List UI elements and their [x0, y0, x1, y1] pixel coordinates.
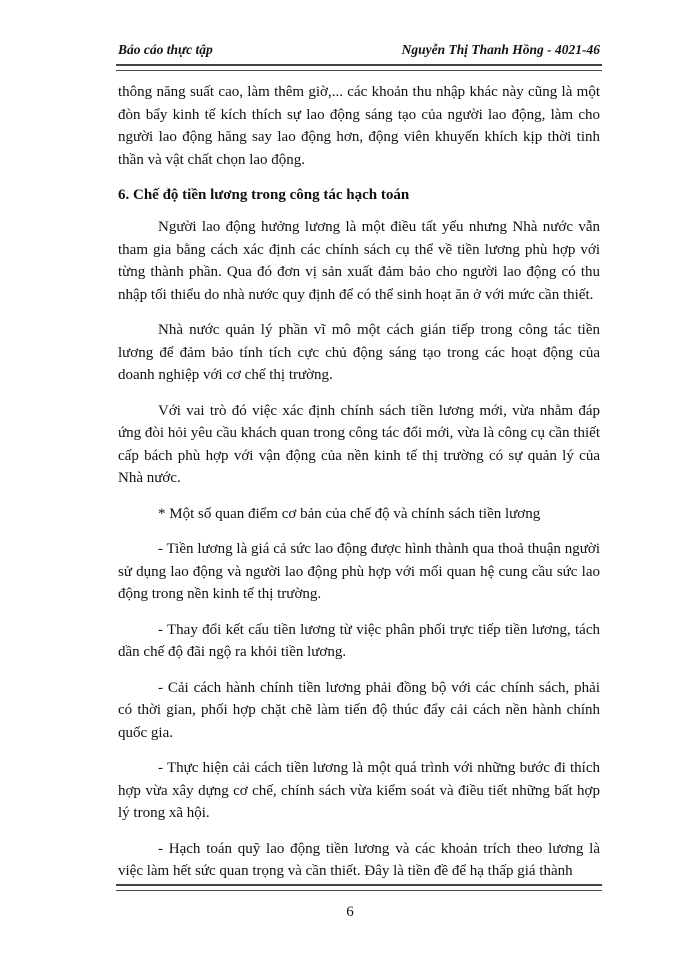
header-author: Nguyễn Thị Thanh Hồng - 4021-46 [401, 42, 600, 57]
paragraph-9: - Hạch toán quỹ lao động tiền lương và các khoản trích theo lương là việc làm hết sức quan trọng và cần thiết. Đây là tiền đề để hạ thấp giá thành [118, 840, 600, 879]
paragraph-6: - Thay đổi kết cấu tiền lương từ việc phân phối trực tiếp tiền lương, tách dần chế độ đãi ngộ ra khỏi tiền lương. [118, 621, 600, 660]
paragraph-2: Nhà nước quản lý phần vĩ mô một cách gián tiếp trong công tác tiền lương để đảm bảo tính tích cực chủ động sáng tạo trong các hoạt động của doanh nghiệp với cơ chế thị trường. [118, 322, 600, 383]
header-divider [116, 64, 602, 71]
header-report-title: Báo cáo thực tập [118, 42, 213, 57]
paragraph-continuation: thông năng suất cao, làm thêm giờ,... các khoản thu nhập khác này cũng là một đòn bẩy kinh tế kích thích sự lao động sáng tạo của người lao động, làm cho người lao động hăng say lao động hơn, động viên khuyến khích kịp thời tinh thần và vật chất chọn lao động. [118, 84, 600, 168]
paragraph-5: - Tiền lương là giá cả sức lao động được hình thành qua thoả thuận người sử dụng lao động và người lao động phù hợp với mối quan hệ cung cầu sức lao động trong nền kinh tế thị trường. [118, 541, 600, 602]
page-number: 6 [346, 904, 354, 920]
section-heading: 6. Chế độ tiền lương trong công tác hạch toán [118, 187, 410, 203]
footer-divider [116, 884, 602, 891]
paragraph-7: - Cải cách hành chính tiền lương phải đồng bộ với các chính sách, phải có thời gian, phối hợp chặt chẽ làm tiến độ thúc đẩy cải cách nền hành chính quốc gia. [118, 679, 600, 741]
paragraph-8: - Thực hiện cải cách tiền lương là một quá trình với những bước đi thích hợp vừa xây dựng cơ chế, chính sách vừa kiểm soát và điều tiết những bất hợp lý trong xã hội. [118, 760, 600, 821]
paragraph-3: Với vai trò đó việc xác định chính sách tiền lương mới, vừa nhằm đáp ứng đòi hỏi yêu cầu khách quan trong công tác đổi mới, vừa là công cụ cần thiết cấp bách phù hợp với vận động của nền kinh tế thị trường có sự quản lý của Nhà nước. [118, 402, 600, 486]
document-body [118, 81, 600, 896]
paragraph-1: Người lao động hưởng lương là một điều tất yếu nhưng Nhà nước vẫn tham gia bằng cách xác định các chính sách cụ thể về tiền lương phù hợp với từng thành phần. Qua đó đơn vị sản xuất đảm bảo cho người lao động có thu nhập tối thiểu do nhà nước quy định để có thể sinh hoạt ăn ở với mức cần thiết. [118, 219, 600, 303]
page-header [118, 42, 600, 64]
paragraph-4: * Một số quan điểm cơ bản của chế độ và chính sách tiền lương [158, 505, 541, 522]
